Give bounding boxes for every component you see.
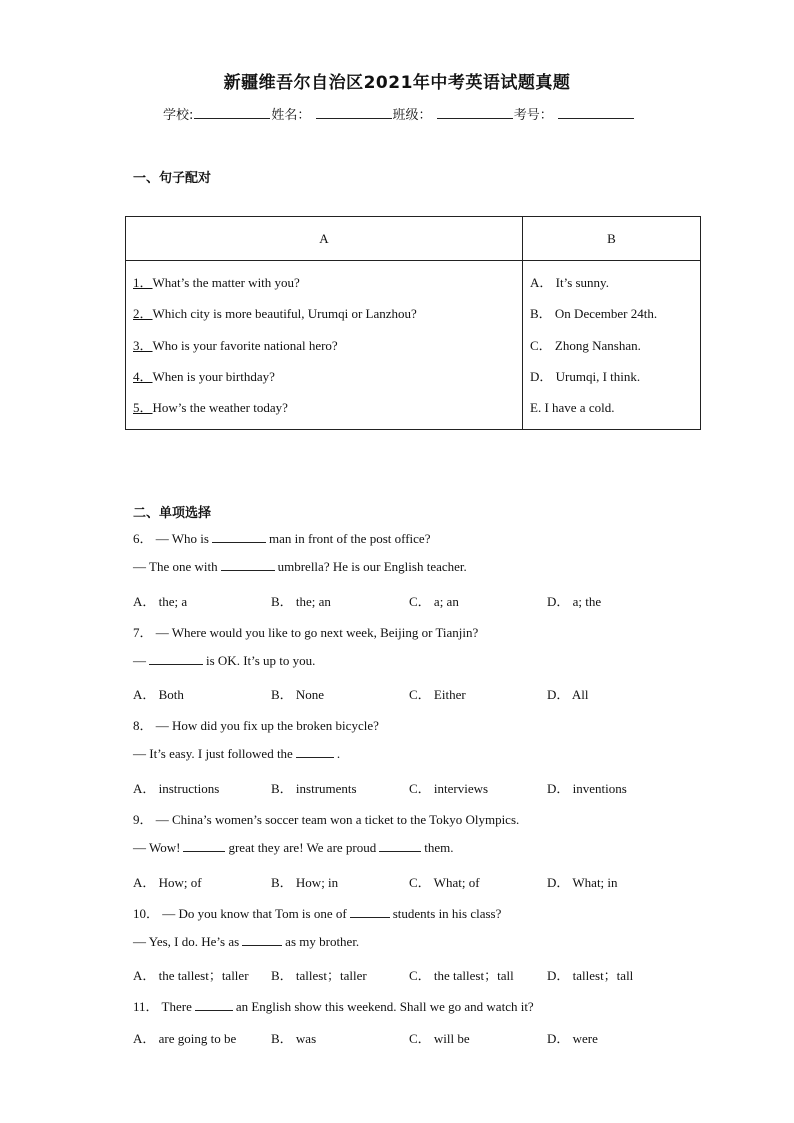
option-c[interactable]: C． a; an	[409, 594, 459, 609]
option-b[interactable]: B． How; in	[271, 875, 339, 890]
question-line: 6． — Who is man in front of the post office?	[133, 531, 431, 546]
option-a[interactable]: A． the; a	[133, 594, 188, 609]
student-info	[163, 104, 635, 123]
column-a-cell	[126, 261, 523, 430]
page-title: 新疆维吾尔自治区2021年中考英语试题真题	[223, 73, 571, 93]
section1-heading: 一、句子配对	[133, 171, 212, 186]
option-a[interactable]: A． the tallest；taller	[133, 968, 249, 983]
question-line: 10． — Do you know that Tom is one of students in his class?	[133, 906, 502, 921]
option-b[interactable]: B． instruments	[271, 781, 357, 796]
section2-heading: 二、单项选择	[133, 506, 212, 521]
question-line: — The one with umbrella? He is our English teacher.	[133, 559, 467, 574]
option-c[interactable]: C． the tallest；tall	[409, 968, 514, 983]
option-c[interactable]: C． interviews	[409, 781, 489, 796]
name-blank[interactable]	[316, 106, 392, 119]
b-item: D． Urumqi, I think.	[530, 368, 641, 384]
column-b-cell	[523, 261, 701, 430]
matching-table	[125, 216, 701, 430]
question-line: 7． — Where would you like to go next week, Beijing or Tianjin?	[133, 625, 479, 640]
option-d[interactable]: D． inventions	[547, 781, 627, 796]
option-b[interactable]: B． the; an	[271, 594, 331, 609]
b-item: E. I have a cold.	[530, 400, 615, 416]
question-line: 11． There an English show this weekend. Shall we go and watch it?	[133, 999, 534, 1014]
option-c[interactable]: C． What; of	[409, 875, 480, 890]
b-item: A． It’s sunny.	[530, 275, 609, 290]
option-b[interactable]: B． tallest；taller	[271, 968, 367, 983]
option-a[interactable]: A． instructions	[133, 781, 220, 796]
b-item: C． Zhong Nanshan.	[530, 337, 641, 353]
school-blank[interactable]	[194, 106, 270, 119]
a-item: 2．Which city is more beautiful, Urumqi or Lanzhou?	[133, 306, 417, 322]
question-line: 9． — China’s women’s soccer team won a ticket to the Tokyo Olympics.	[133, 812, 520, 827]
option-d[interactable]: D． All	[547, 687, 589, 702]
option-a[interactable]: A． are going to be	[133, 1031, 237, 1046]
question-line: — Yes, I do. He’s as as my brother.	[133, 934, 360, 949]
option-d[interactable]: D． tallest；tall	[547, 968, 634, 983]
a-item: 3．Who is your favorite national hero?	[133, 337, 338, 353]
option-c[interactable]: C． will be	[409, 1031, 470, 1046]
option-c[interactable]: C． Either	[409, 687, 466, 702]
column-a-header: A	[126, 217, 523, 261]
number-blank[interactable]	[558, 106, 634, 119]
option-b[interactable]: B． None	[271, 687, 325, 702]
class-blank[interactable]	[437, 106, 513, 119]
a-item: 5．How’s the weather today?	[133, 400, 288, 416]
question-line: — Wow! great they are! We are proud them.	[133, 840, 454, 855]
school-label: 学校:	[163, 108, 194, 123]
a-item: 1．What’s the matter with you?	[133, 275, 300, 290]
name-label: 姓名：	[271, 108, 311, 123]
option-d[interactable]: D． a; the	[547, 594, 602, 609]
question-line: — It’s easy. I just followed the .	[133, 746, 341, 761]
a-item: 4．When is your birthday?	[133, 368, 275, 384]
option-d[interactable]: D． were	[547, 1031, 598, 1046]
option-d[interactable]: D． What; in	[547, 875, 618, 890]
question-line: 8． — How did you fix up the broken bicycle?	[133, 718, 379, 733]
b-item: B． On December 24th.	[530, 306, 658, 322]
option-a[interactable]: A． Both	[133, 687, 184, 702]
class-label: 班级：	[392, 108, 432, 123]
question-line: — is OK. It’s up to you.	[133, 653, 316, 668]
number-label: 考号：	[513, 108, 553, 123]
option-a[interactable]: A． How; of	[133, 875, 202, 890]
column-b-header: B	[523, 217, 701, 261]
option-b[interactable]: B． was	[271, 1031, 317, 1046]
